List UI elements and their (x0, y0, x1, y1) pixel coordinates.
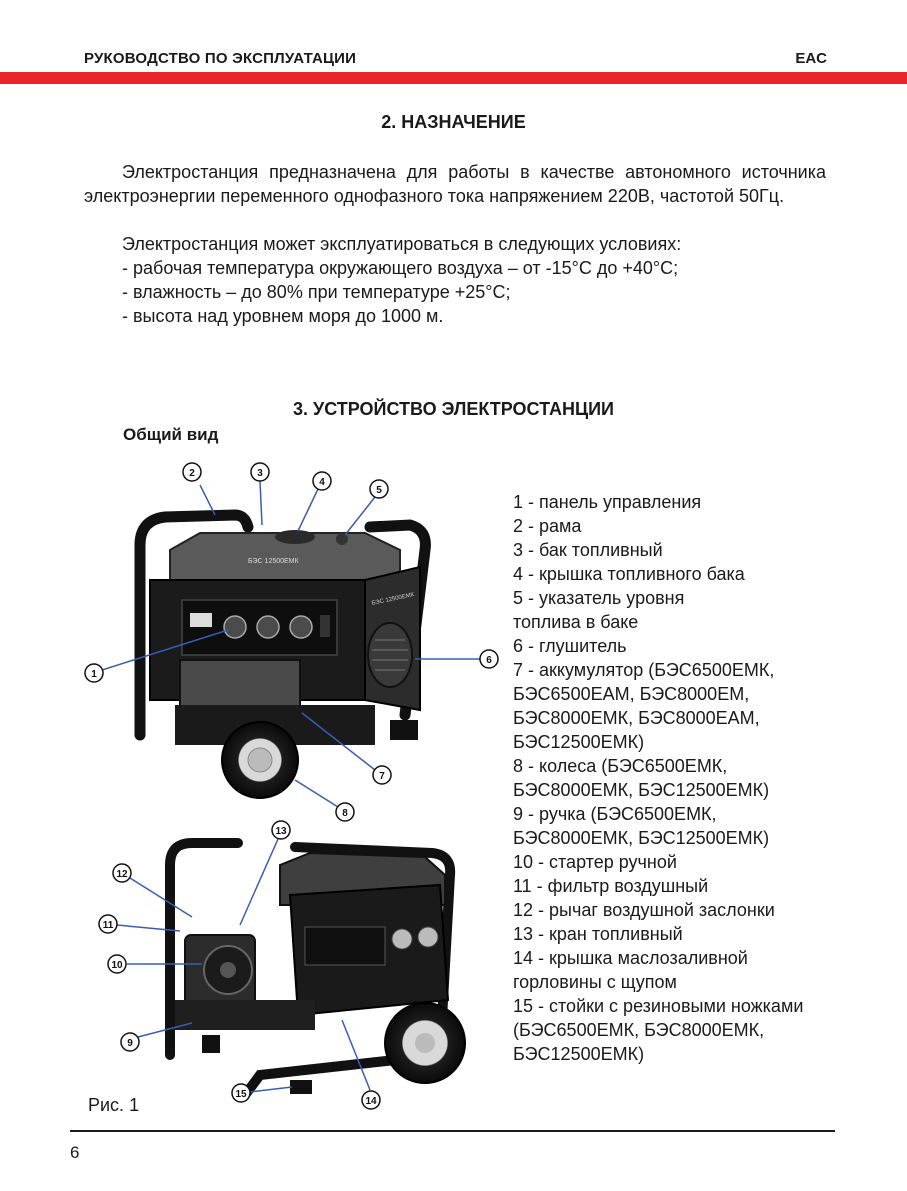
callout-label: 3 (257, 468, 263, 479)
generator-front-view (140, 515, 425, 798)
callout-label: 6 (486, 655, 492, 666)
condition-item: - рабочая температура окружающего воздуха – от -15°С до +40°С; (122, 258, 679, 278)
figure-caption: Рис. 1 (88, 1095, 140, 1115)
legend-item: 14 - крышка маслозаливной горловины с щупом (513, 948, 748, 992)
generator-figure (80, 455, 510, 1115)
callout-label: 14 (365, 1096, 377, 1107)
callout-label: 11 (102, 920, 114, 931)
legend-item: 11 - фильтр воздушный (513, 876, 709, 896)
callout-label: 2 (189, 468, 195, 479)
callout-label: 13 (275, 826, 287, 837)
page-number: 6 (70, 1143, 80, 1162)
purpose-paragraph: Электростанция предназначена для работы в качестве автономного источника электроэнергии переменного однофазного тока напряжением 220В, частотой 50Гц. (84, 162, 826, 206)
parts-legend (513, 490, 833, 1066)
callout-label: 9 (127, 1038, 133, 1049)
header-title: РУКОВОДСТВО ПО ЭКСПЛУАТАЦИИ (84, 50, 357, 67)
legend-item: 3 - бак топливный (513, 540, 663, 560)
section-title-device: 3. УСТРОЙСТВО ЭЛЕКТРОСТАНЦИИ (293, 399, 614, 419)
legend-item: 5 - указатель уровня топлива в баке (513, 588, 685, 632)
section-title-purpose: 2. НАЗНАЧЕНИЕ (381, 112, 526, 132)
generator-rear-view (170, 843, 465, 1095)
legend-item: 9 - ручка (БЭС6500ЕМК, БЭС8000ЕМК, БЭС12500ЕМК) (513, 804, 770, 848)
callout-label: 10 (111, 960, 123, 971)
legend-item: 4 - крышка топливного бака (513, 564, 745, 584)
footer-divider (70, 1130, 835, 1132)
callout-label: 7 (379, 771, 385, 782)
condition-item: - влажность – до 80% при температуре +25°С; (122, 282, 511, 302)
legend-item: 10 - стартер ручной (513, 852, 677, 872)
legend-item: 1 - панель управления (513, 492, 702, 512)
callout-label: 5 (376, 485, 382, 496)
general-view-subhead: Общий вид (123, 425, 219, 444)
legend-item: 6 - глушитель (513, 636, 627, 656)
legend-item: 7 - аккумулятор (БЭС6500ЕМК, БЭС6500ЕАМ, БЭС8000ЕМ, БЭС8000ЕМК, БЭС8000ЕАМ, БЭС12500ЕМК) (513, 660, 775, 752)
callout-label: 8 (342, 808, 348, 819)
legend-item: 8 - колеса (БЭС6500ЕМК, БЭС8000ЕМК, БЭС12500ЕМК) (513, 756, 770, 800)
callout-label: 1 (91, 669, 97, 680)
conditions-intro: Электростанция может эксплуатироваться в следующих условиях: (122, 234, 682, 254)
legend-item: 15 - стойки с резиновыми ножками (БЭС6500ЕМК, БЭС8000ЕМК, БЭС12500ЕМК) (513, 996, 804, 1064)
condition-item: - высота над уровнем моря до 1000 м. (122, 306, 444, 326)
model-label-top: БЭС 12500ЕМК (248, 558, 299, 565)
callout-label: 15 (235, 1089, 247, 1100)
legend-item: 12 - рычаг воздушной заслонки (513, 900, 775, 920)
header-red-bar (0, 72, 907, 84)
callout-label: 4 (319, 477, 325, 488)
legend-item: 2 - рама (513, 516, 582, 536)
legend-item: 13 - кран топливный (513, 924, 683, 944)
model-label-side: БЭС 12500ЕМК (371, 592, 415, 607)
callout-label: 12 (116, 869, 128, 880)
eac-mark: EAC (795, 50, 827, 67)
